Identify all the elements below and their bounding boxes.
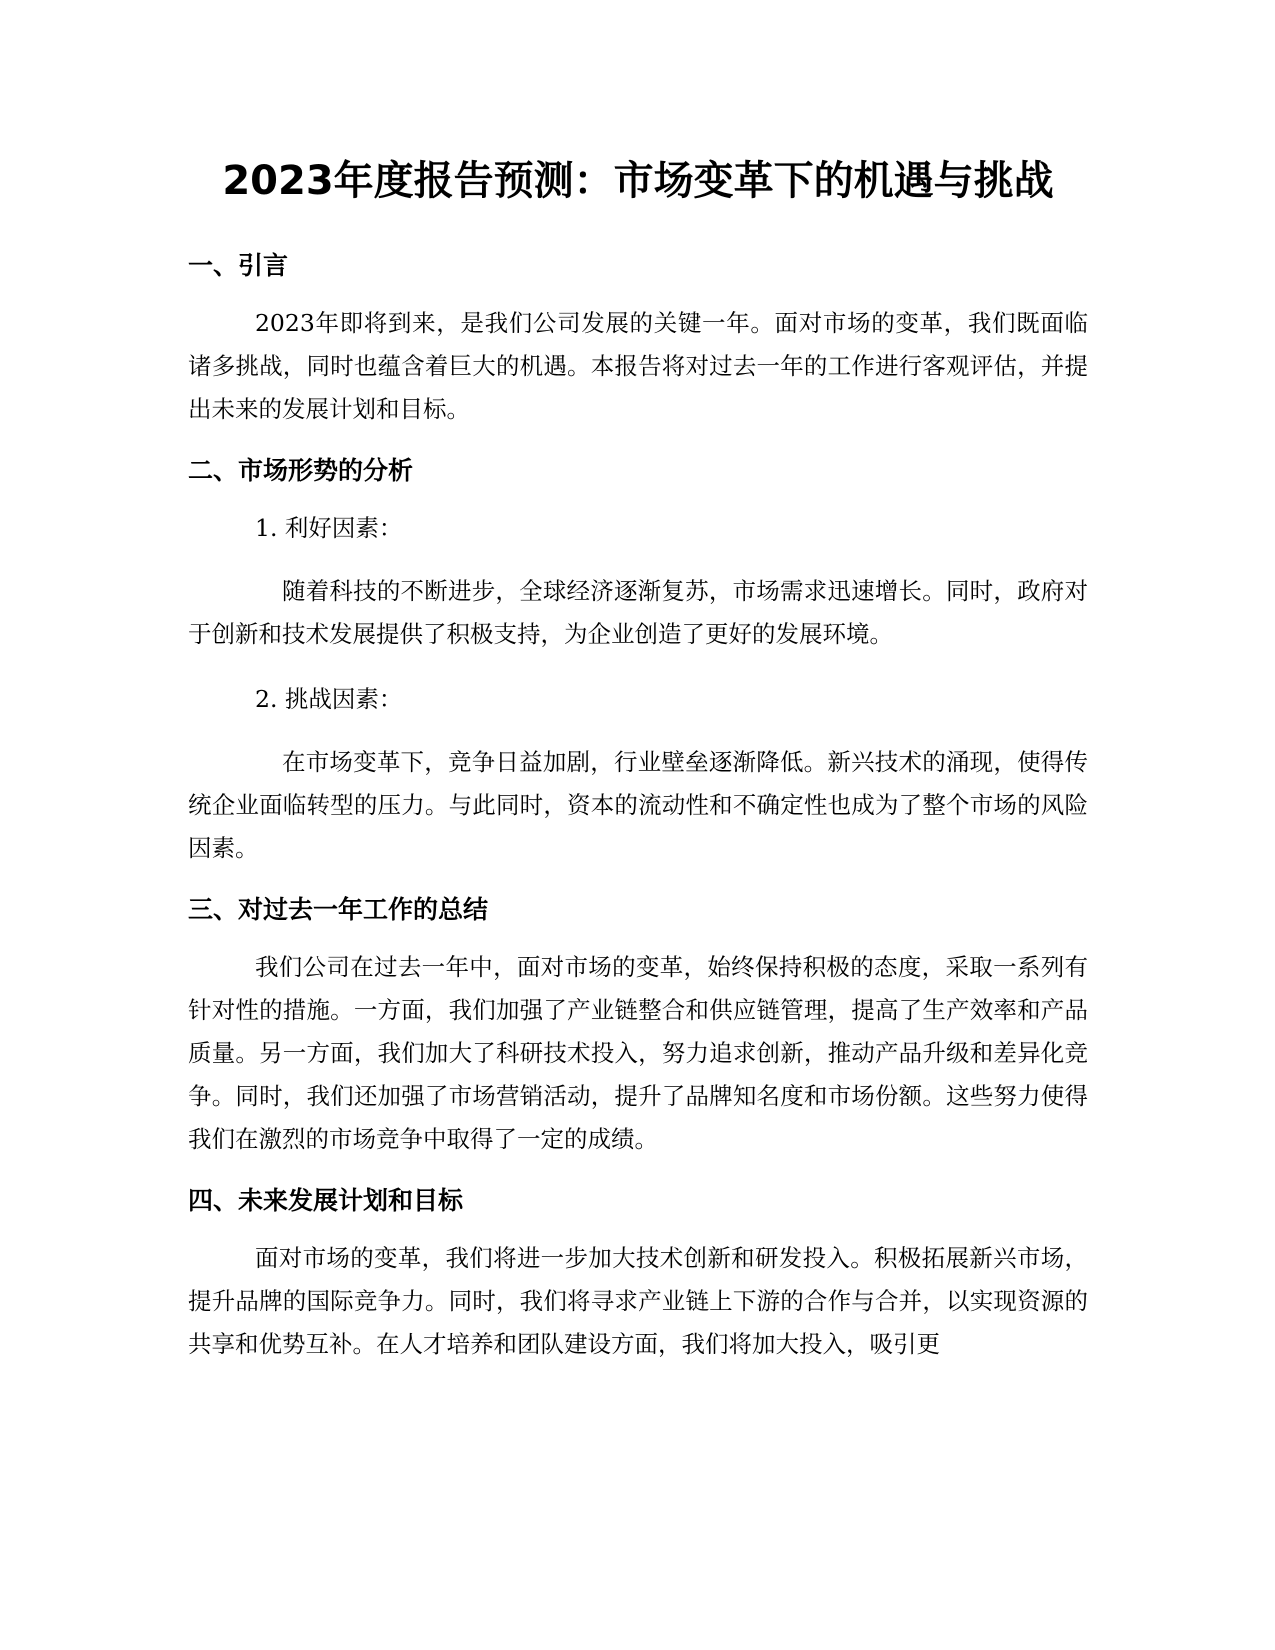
section-market-analysis <box>188 453 1088 870</box>
document-page <box>188 142 1088 1388</box>
section-future-plans <box>188 1183 1088 1366</box>
section-introduction <box>188 248 1088 431</box>
section-summary <box>188 892 1088 1161</box>
list-item-label: 1. 利好因素： <box>255 514 403 542</box>
section-heading: 一、引言 <box>188 251 289 280</box>
section-heading: 二、市场形势的分析 <box>188 456 414 485</box>
section-paragraph: 2023年即将到来，是我们公司发展的关键一年。面对市场的变革，我们既面临诸多挑战，同时也蕴含着巨大的机遇。本报告将对过去一年的工作进行客观评估，并提出未来的发展计划和目标。 <box>188 309 1088 423</box>
section-heading: 三、对过去一年工作的总结 <box>188 895 489 924</box>
section-paragraph: 面对市场的变革，我们将进一步加大技术创新和研发投入。积极拓展新兴市场，提升品牌的国际竞争力。同时，我们将寻求产业链上下游的合作与合并，以实现资源的共享和优势互补。在人才培养和团队建设方面，我们将加大投入，吸引更 <box>188 1244 1088 1358</box>
document-title: 2023年度报告预测：市场变革下的机遇与挑战 <box>222 158 1054 204</box>
list-item-paragraph: 在市场变革下，竞争日益加剧，行业壁垒逐渐降低。新兴技术的涌现，使得传统企业面临转型的压力。与此同时，资本的流动性和不确定性也成为了整个市场的风险因素。 <box>188 748 1088 862</box>
section-paragraph: 我们公司在过去一年中，面对市场的变革，始终保持积极的态度，采取一系列有针对性的措施。一方面，我们加强了产业链整合和供应链管理，提高了生产效率和产品质量。另一方面，我们加大了科研技术投入，努力追求创新，推动产品升级和差异化竞争。同时，我们还加强了市场营销活动，提升了品牌知名度和市场份额。这些努力使得我们在激烈的市场竞争中取得了一定的成绩。 <box>188 953 1088 1153</box>
section-heading: 四、未来发展计划和目标 <box>188 1186 464 1215</box>
list-item-paragraph: 随着科技的不断进步，全球经济逐渐复苏，市场需求迅速增长。同时，政府对于创新和技术发展提供了积极支持，为企业创造了更好的发展环境。 <box>188 577 1088 648</box>
list-item-label: 2. 挑战因素： <box>255 685 403 713</box>
